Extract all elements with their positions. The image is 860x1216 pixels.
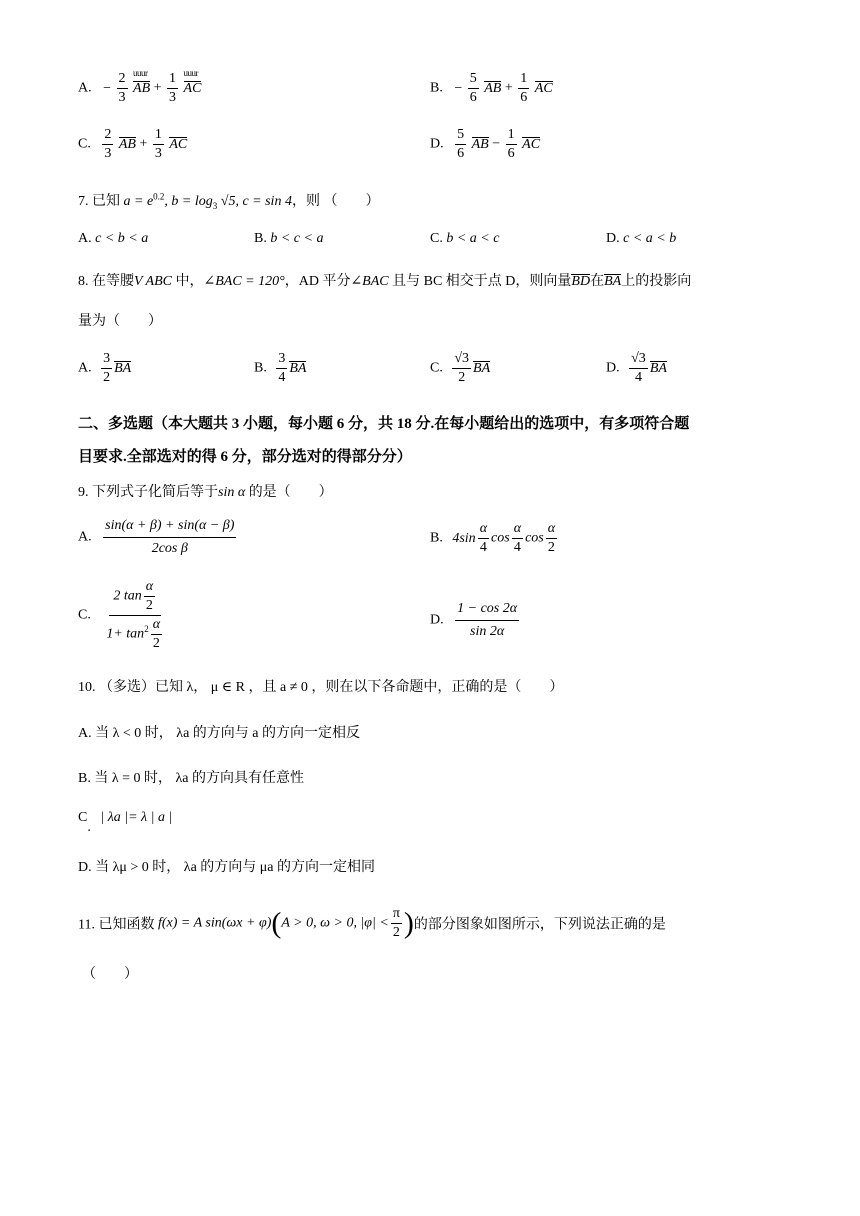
- fraction: $\frac{1}{3}$: [154, 127, 162, 161]
- q8-option-d[interactable]: D. $\frac{√3}{4}$ BA: [606, 351, 667, 385]
- q6-option-d[interactable]: [430, 126, 540, 163]
- q9-option-c[interactable]: C. 2 tan $\frac{\alpha}{2}$ $1+ \tan^2$ $\frac{\alpha}{2}$: [78, 579, 161, 651]
- q10-option-d[interactable]: D. 当 λμ > 0 时， λa 的方向与 μa 的方向一定相同: [78, 860, 376, 875]
- vector-ba: BA: [604, 274, 622, 289]
- vector-ab: AB: [471, 136, 489, 152]
- minus-sign: −: [454, 80, 463, 96]
- option-label: D.: [430, 136, 444, 152]
- section-heading-line2: 目要求.全部选对的得 6 分，部分选对的得部分分）: [78, 449, 412, 465]
- plus-sign: +: [153, 80, 162, 96]
- q9-option-d[interactable]: D. $\frac{1 - \cos 2\alpha}{\sin 2\alpha}$: [430, 598, 521, 643]
- fraction: $\frac{5}{6}$: [469, 71, 477, 105]
- vector-ac: uuur AC: [183, 67, 202, 96]
- fraction: $\frac{1}{6}$: [507, 127, 515, 161]
- q11-stem: 11. 已知函数 f(x) = A sin(ωx + φ)(A > 0, ω > 0, |φ| < $\frac{\pi}{2}$ )的部分图象如图所示，下列说法正确的是: [78, 906, 666, 940]
- fraction: $\frac{1}{3}$: [169, 71, 177, 105]
- plus-sign: +: [139, 136, 148, 152]
- q6-option-a[interactable]: [78, 67, 202, 107]
- fraction: $\frac{2}{3}$: [118, 71, 126, 105]
- minus-sign: −: [103, 80, 112, 96]
- q10-option-a[interactable]: A. 当 λ < 0 时， λa 的方向与 a 的方向一定相反: [78, 726, 361, 741]
- q11-answer-paren: （ ）: [82, 967, 138, 982]
- q6-option-b[interactable]: [430, 70, 553, 107]
- q10-option-b[interactable]: B. 当 λ = 0 时， λa 的方向具有任意性: [78, 771, 305, 786]
- fraction: $\frac{2}{3}$: [104, 127, 112, 161]
- q8-option-b[interactable]: B. $\frac{3}{4}$ BA: [254, 351, 307, 385]
- q8-option-c[interactable]: C. $\frac{√3}{2}$ BA: [430, 351, 491, 385]
- q10-stem: 10. （多选）已知 λ， μ ∈ R ，且 a ≠ 0 ，则在以下各命题中，正确的是（ ）: [78, 680, 564, 695]
- fraction: $\frac{5}{6}$: [457, 127, 465, 161]
- vector-ac: AC: [522, 136, 541, 152]
- q7-option-c[interactable]: C. b < a < c: [430, 231, 500, 246]
- q6-option-c[interactable]: [78, 126, 187, 163]
- option-label: B.: [430, 80, 443, 96]
- q8-stem-line2: 量为（ ）: [78, 314, 162, 329]
- q9-option-a[interactable]: A. $\frac{\sin(\alpha + \beta) + \sin(\alpha - \beta)}{\text{2cos β}}$: [78, 515, 238, 560]
- option-label: A.: [78, 80, 92, 96]
- q9-option-b[interactable]: B. 4sin $\frac{\alpha}{4}$ cos $\frac{\alpha}{4}$ cos $\frac{\alpha}{2}$: [430, 521, 556, 555]
- vector-ac: AC: [534, 80, 553, 96]
- option-label: C.: [78, 136, 91, 152]
- vector-ab: AB: [484, 80, 502, 96]
- vector-ac: AC: [169, 136, 188, 152]
- q7-option-b[interactable]: B. b < c < a: [254, 231, 324, 246]
- q9-stem: 9. 下列式子化简后等于sin α 的是（ ）: [78, 485, 333, 500]
- vector-ab: AB: [118, 136, 136, 152]
- q8-option-a[interactable]: A. $\frac{3}{2}$ BA: [78, 351, 132, 385]
- section-heading-line1: 二、多选题（本大题共 3 小题，每小题 6 分，共 18 分.在每小题给出的选项中，有多项符合题: [78, 416, 690, 432]
- vector-ab: uuur AB: [133, 67, 151, 96]
- q10-option-c[interactable]: C. | λa |= λ | a |: [78, 810, 173, 835]
- q7-option-d[interactable]: D. c < a < b: [606, 231, 677, 246]
- vector-bd: BD: [571, 274, 591, 289]
- q8-stem-line1: 8. 在等腰V ABC 中，∠BAC = 120°，AD 平分∠BAC 且与 BC 相交于点 D，则向量BD在BA上的投影向: [78, 274, 692, 289]
- q7-stem: 7. 已知 $a = e^{0.2}$, $b = \log_3 √5$, c = sin 4，则 （ ）: [78, 191, 380, 211]
- fraction: $\frac{1}{6}$: [520, 71, 528, 105]
- minus-sign: −: [492, 136, 501, 152]
- plus-sign: +: [504, 80, 513, 96]
- q7-option-a[interactable]: A. c < b < a: [78, 231, 149, 246]
